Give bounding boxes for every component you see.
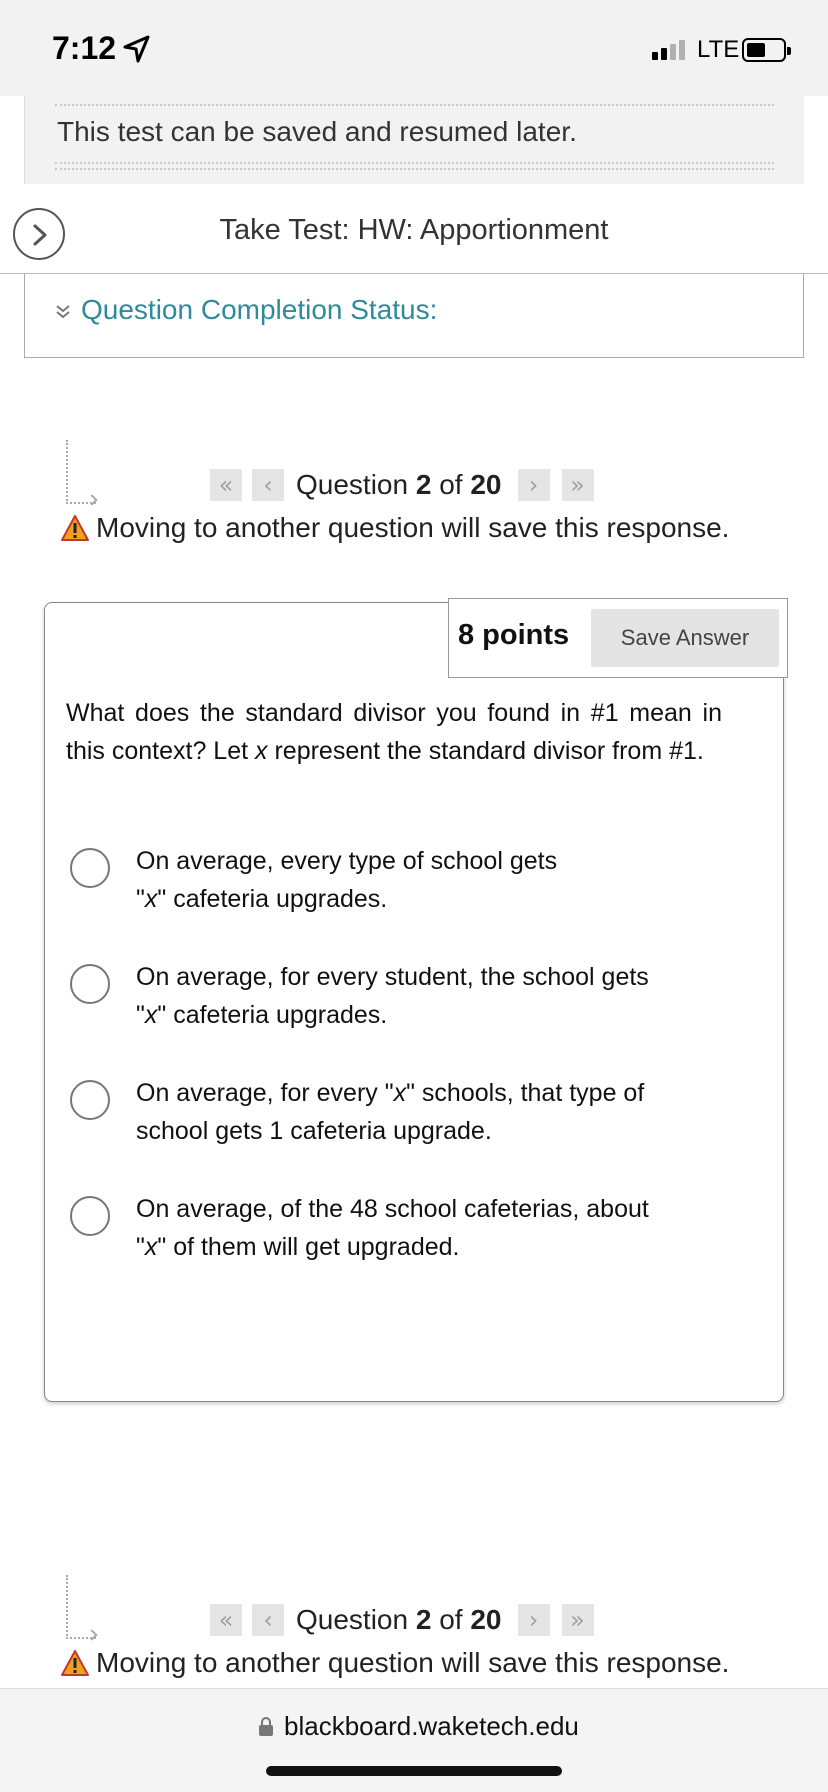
points-box: [448, 598, 788, 678]
test-header: [0, 184, 828, 274]
question-completion-status[interactable]: [24, 274, 804, 358]
previous-question-button[interactable]: ‹: [252, 469, 284, 501]
location-arrow-icon: [122, 34, 152, 64]
save-answer-button[interactable]: Save Answer: [591, 609, 779, 667]
status-time: 7:12: [52, 30, 117, 66]
choice-text[interactable]: On average, of the 48 school cafeterias, about "x" of them will get upgraded.: [136, 1195, 649, 1261]
completion-status-label[interactable]: Question Completion Status:: [81, 294, 438, 325]
choice-text[interactable]: On average, for every "x" schools, that type of school gets 1 cafeteria upgrade.: [136, 1079, 645, 1145]
last-question-button[interactable]: »: [562, 1604, 594, 1636]
save-resume-notice: [24, 96, 804, 184]
next-question-button[interactable]: ›: [518, 1604, 550, 1636]
last-question-button[interactable]: »: [562, 469, 594, 501]
previous-question-button[interactable]: ‹: [252, 1604, 284, 1636]
first-question-button[interactable]: «: [210, 469, 242, 501]
signal-icon: [652, 40, 685, 60]
warning-icon: [60, 1649, 90, 1677]
lock-icon: [258, 1717, 274, 1737]
network-type: LTE: [697, 36, 740, 63]
choice-text[interactable]: On average, for every student, the school gets "x" cafeteria upgrades.: [136, 963, 649, 1029]
double-chevron-down-icon: [55, 304, 71, 320]
question-navigation-bottom: [0, 1575, 828, 1685]
browser-url-bar[interactable]: [0, 1688, 828, 1792]
radio-button[interactable]: [70, 1080, 110, 1120]
page-title: Take Test: HW: Apportionment: [219, 214, 609, 246]
question-navigation-top: [0, 440, 828, 550]
home-indicator[interactable]: [266, 1766, 562, 1776]
question-prompt: What does the standard divisor you found in #1 mean in this context? Let x represent the standard divisor from #1.: [66, 699, 722, 765]
save-warning-text: Moving to another question will save this response.: [96, 1647, 730, 1678]
radio-button[interactable]: [70, 848, 110, 888]
question-counter: Question 2 of 20: [296, 469, 502, 500]
first-question-button[interactable]: «: [210, 1604, 242, 1636]
next-question-button[interactable]: ›: [518, 469, 550, 501]
status-bar: [0, 0, 828, 96]
url-text[interactable]: blackboard.waketech.edu: [284, 1711, 579, 1741]
battery-icon: [742, 38, 786, 62]
radio-button[interactable]: [70, 964, 110, 1004]
warning-icon: [60, 514, 90, 542]
question-counter: Question 2 of 20: [296, 1604, 502, 1635]
choice-text[interactable]: On average, every type of school gets "x" cafeteria upgrades.: [136, 847, 558, 913]
radio-button[interactable]: [70, 1196, 110, 1236]
save-notice-text: This test can be saved and resumed later.: [57, 116, 577, 147]
points-value: 8 points: [458, 619, 570, 651]
save-warning-text: Moving to another question will save this response.: [96, 512, 730, 543]
